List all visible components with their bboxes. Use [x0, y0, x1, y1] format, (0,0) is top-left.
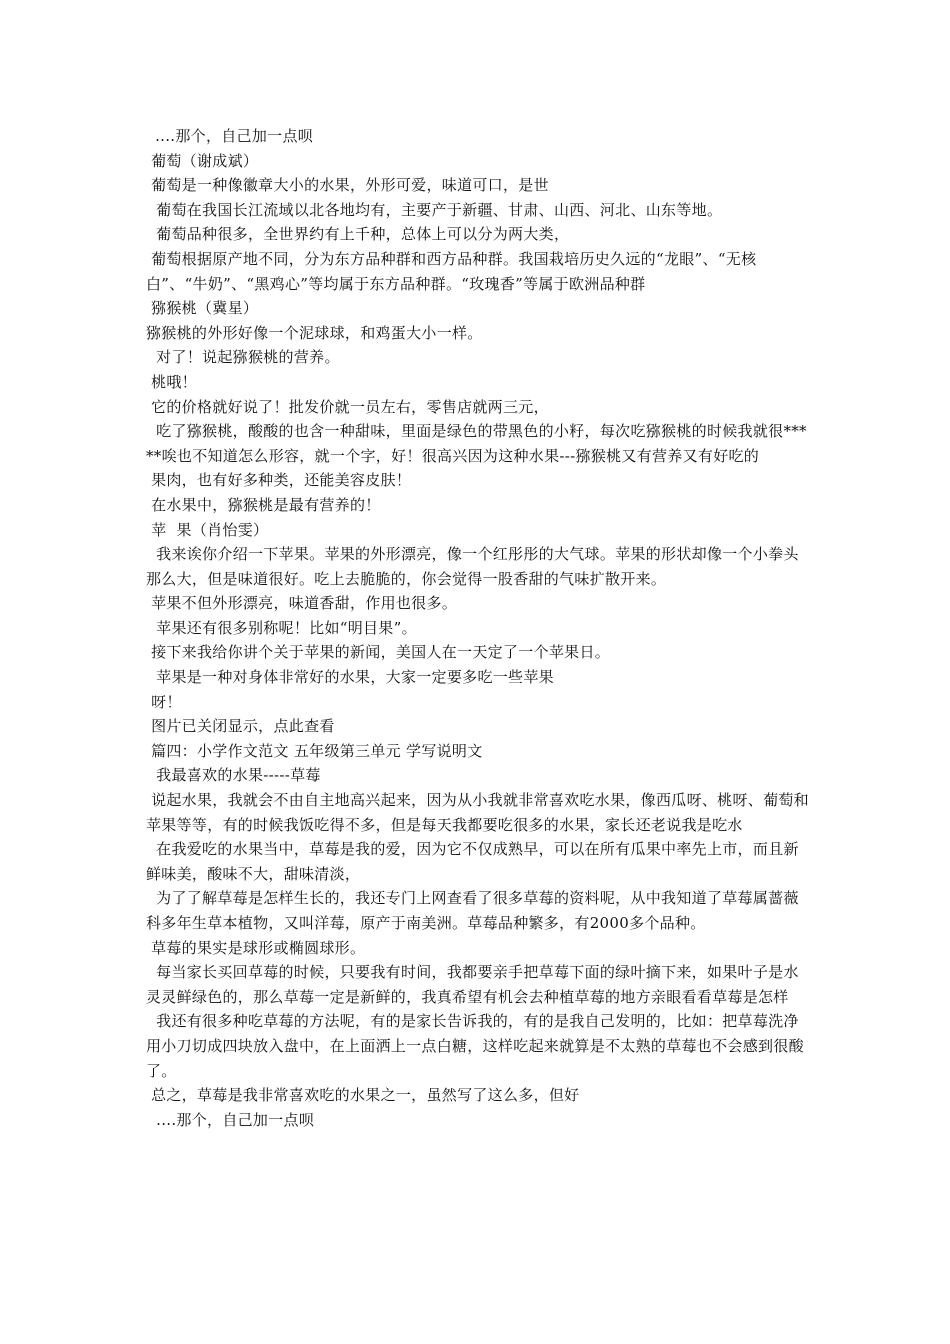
paragraph-line: 果肉，也有好多种类，还能美容皮肤！ [146, 471, 412, 490]
paragraph-line: 葡萄在我国长江流域以北各地均有，主要产于新疆、甘肃、山西、河北、山东等地。 [146, 200, 723, 219]
image-hidden-link[interactable]: 图片已关闭显示，点此查看 [146, 717, 335, 736]
paragraph-line: ....那个，自己加一点呗 [146, 1110, 315, 1129]
paragraph-line: 呀！ [146, 692, 182, 711]
chapter-heading: 篇四：小学作文范文 五年级第三单元 学写说明文 [146, 741, 483, 760]
paragraph-line: 每当家长买回草莓的时候，只要我有时间，我都要亲手把草莓下面的绿叶摘下来，如果叶子是水灵灵鲜绿色的，那么草莓一定是新鲜的，我真希望有机会去种植草莓的地方亲眼看看草莓是怎样 [146, 963, 799, 1006]
essay-title: 我最喜欢的水果-----草莓 [146, 766, 321, 785]
paragraph-line: 苹果不但外形漂亮，味道香甜，作用也很多。 [146, 594, 458, 613]
paragraph-line: 说起水果，我就会不由自主地高兴起来，因为从小我就非常喜欢吃水果，像西瓜呀、桃呀、葡萄和苹果等等，有的时候我饭吃得不多，但是每天我都要吃很多的水果，家长还老说我是吃水 [146, 791, 809, 834]
paragraph-line: 在我爱吃的水果当中，草莓是我的爱，因为它不仅成熟早，可以在所有瓜果中率先上市，而且新鲜味美，酸味不大，甜味清淡， [146, 840, 799, 883]
paragraph-line: 接下来我给你讲个关于苹果的新闻，美国人在一天定了一个苹果日。 [146, 643, 611, 662]
paragraph-line: 对了！说起猕猴桃的营养。 [146, 348, 340, 367]
paragraph-line: 为了了解草莓是怎样生长的，我还专门上网查看了很多草莓的资料呢，从中我知道了草莓属蔷薇科多年生草本植物，又叫洋莓，原产于南美洲。草莓品种繁多，有2000多个品种。 [146, 889, 799, 932]
paragraph-line: 葡萄是一种像徽章大小的水果，外形可爱，味道可口，是世 [146, 176, 549, 195]
section-heading-grape: 葡萄（谢成斌） [146, 151, 259, 170]
paragraph-line: 桃哦！ [146, 372, 197, 391]
paragraph-line: 草莓的果实是球形或椭圆球形。 [146, 938, 366, 957]
paragraph-line: 总之，草莓是我非常喜欢吃的水果之一，虽然写了这么多，但好 [146, 1086, 580, 1105]
paragraph-line: 葡萄根据原产地不同，分为东方品种群和西方品种群。我国栽培历史久远的“龙眼”、“无核白”、“牛奶”、“黑鸡心”等均属于东方品种群。“玫瑰香”等属于欧洲品种群 [146, 249, 757, 293]
paragraph-line: 我来诶你介绍一下苹果。苹果的外形漂亮，像一个红彤彤的大气球。苹果的形状却像一个小拳头那么大，但是味道很好。吃上去脆脆的，你会觉得一股香甜的气味扩散开来。 [146, 545, 799, 588]
paragraph-line: ....那个，自己加一点呗 [150, 127, 314, 145]
paragraph-line: 吃了猕猴桃，酸酸的也含一种甜味，里面是绿色的带黑色的小籽，每次吃猕猴桃的时候我就很*****唉也不知道怎么形容，就一个字，好！很高兴因为这种水果---猕猴桃又有营养又有好吃的 [146, 422, 807, 465]
paragraph-line: 猕猴桃的外形好像一个泥球球，和鸡蛋大小一样。 [146, 323, 483, 342]
paragraph-line: 它的价格就好说了！批发价就一员左右，零售店就两三元， [146, 397, 549, 416]
section-heading-kiwi: 猕猴桃（冀星） [146, 299, 259, 318]
paragraph-line: 苹果是一种对身体非常好的水果，大家一定要多吃一些苹果 [146, 668, 554, 687]
paragraph-line: 我还有很多种吃草莓的方法呢，有的是家长告诉我的，有的是我自己发明的，比如：把草莓洗净用小刀切成四块放入盘中，在上面洒上一点白糖，这样吃起来就算是不太熟的草莓也不会感到很酸了。 [146, 1012, 804, 1080]
section-heading-apple: 苹 果（肖怡雯） [146, 520, 269, 539]
document-body [146, 124, 812, 1132]
paragraph-line: 苹果还有很多别称呢！比如“明目果”。 [146, 618, 417, 637]
paragraph-line: 葡萄品种很多，全世界约有上千种，总体上可以分为两大类， [146, 225, 570, 244]
paragraph-line: 在水果中，猕猴桃是最有营养的！ [146, 495, 381, 514]
